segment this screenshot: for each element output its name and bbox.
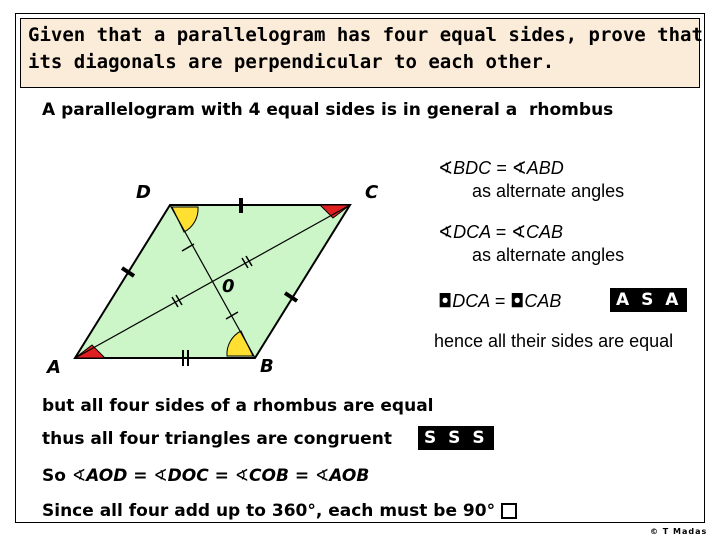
vertex-A: A [47, 357, 61, 378]
angle-AOD: AOD [86, 466, 128, 486]
copyright: © T Madas [650, 527, 708, 536]
vertex-B: B [260, 356, 274, 377]
line-rhombus-sides: but all four sides of a rhombus are equal [42, 396, 434, 416]
statement-2-reason: as alternate angles [472, 245, 625, 265]
s2-right: CAB [526, 222, 564, 242]
angle-symbol: ∢ [153, 466, 168, 486]
angle-symbol: ∢ [71, 466, 87, 486]
s3-left: DCA [452, 291, 490, 311]
problem-line-1: Given that a parallelogram has four equal sides, prove that [28, 24, 703, 46]
statement-1-reason: as alternate angles [472, 181, 625, 201]
problem-line-2: its diagonals are perpendicular to each other. [28, 51, 555, 73]
s2-left: DCA [453, 222, 491, 242]
intro-rhombus: rhombus [529, 100, 614, 120]
s1-eq: = [491, 158, 512, 178]
statement-3 [438, 291, 561, 312]
angle-symbol: ∢ [511, 158, 527, 179]
s1-left: BDC [453, 158, 492, 178]
angle-COB: COB [249, 466, 289, 486]
eq-sign: = [208, 466, 235, 486]
angle-symbol: ∢ [438, 222, 454, 243]
vertex-D: D [136, 182, 151, 203]
triangle-symbol: ◘ [510, 291, 525, 312]
s2-eq: = [490, 222, 511, 242]
line-conclusion [42, 501, 517, 521]
angle-AOB: AOB [329, 466, 370, 486]
statement-4: hence all their sides are equal [434, 331, 674, 351]
eq-sign: = [127, 466, 154, 486]
conclusion-text: Since all four add up to 360°, each must be 90° [42, 501, 496, 521]
asa-badge: A S A [610, 288, 687, 312]
line-congruent: thus all four triangles are congruent [42, 429, 392, 449]
angle-symbol: ∢ [438, 158, 454, 179]
s1-right: ABD [526, 158, 564, 178]
s3-right: CAB [524, 291, 562, 311]
statement-1 [438, 158, 564, 179]
eq-sign: = [288, 466, 316, 486]
vertex-C: C [365, 182, 379, 203]
so-word: So [42, 466, 66, 486]
s3-eq: = [489, 291, 511, 311]
angle-DOC: DOC [167, 466, 209, 486]
intro-sentence: A parallelogram with 4 equal sides is in general a [42, 100, 518, 120]
vertex-O: 0 [222, 276, 235, 297]
line-angles-equal [42, 466, 369, 486]
statement-2 [438, 222, 563, 243]
angle-symbol: ∢ [234, 466, 250, 486]
triangle-symbol: ◘ [438, 291, 453, 312]
angle-symbol: ∢ [510, 222, 527, 243]
angle-symbol: ∢ [315, 466, 330, 486]
qed-box-icon [501, 503, 517, 519]
sss-badge: S S S [418, 426, 494, 450]
